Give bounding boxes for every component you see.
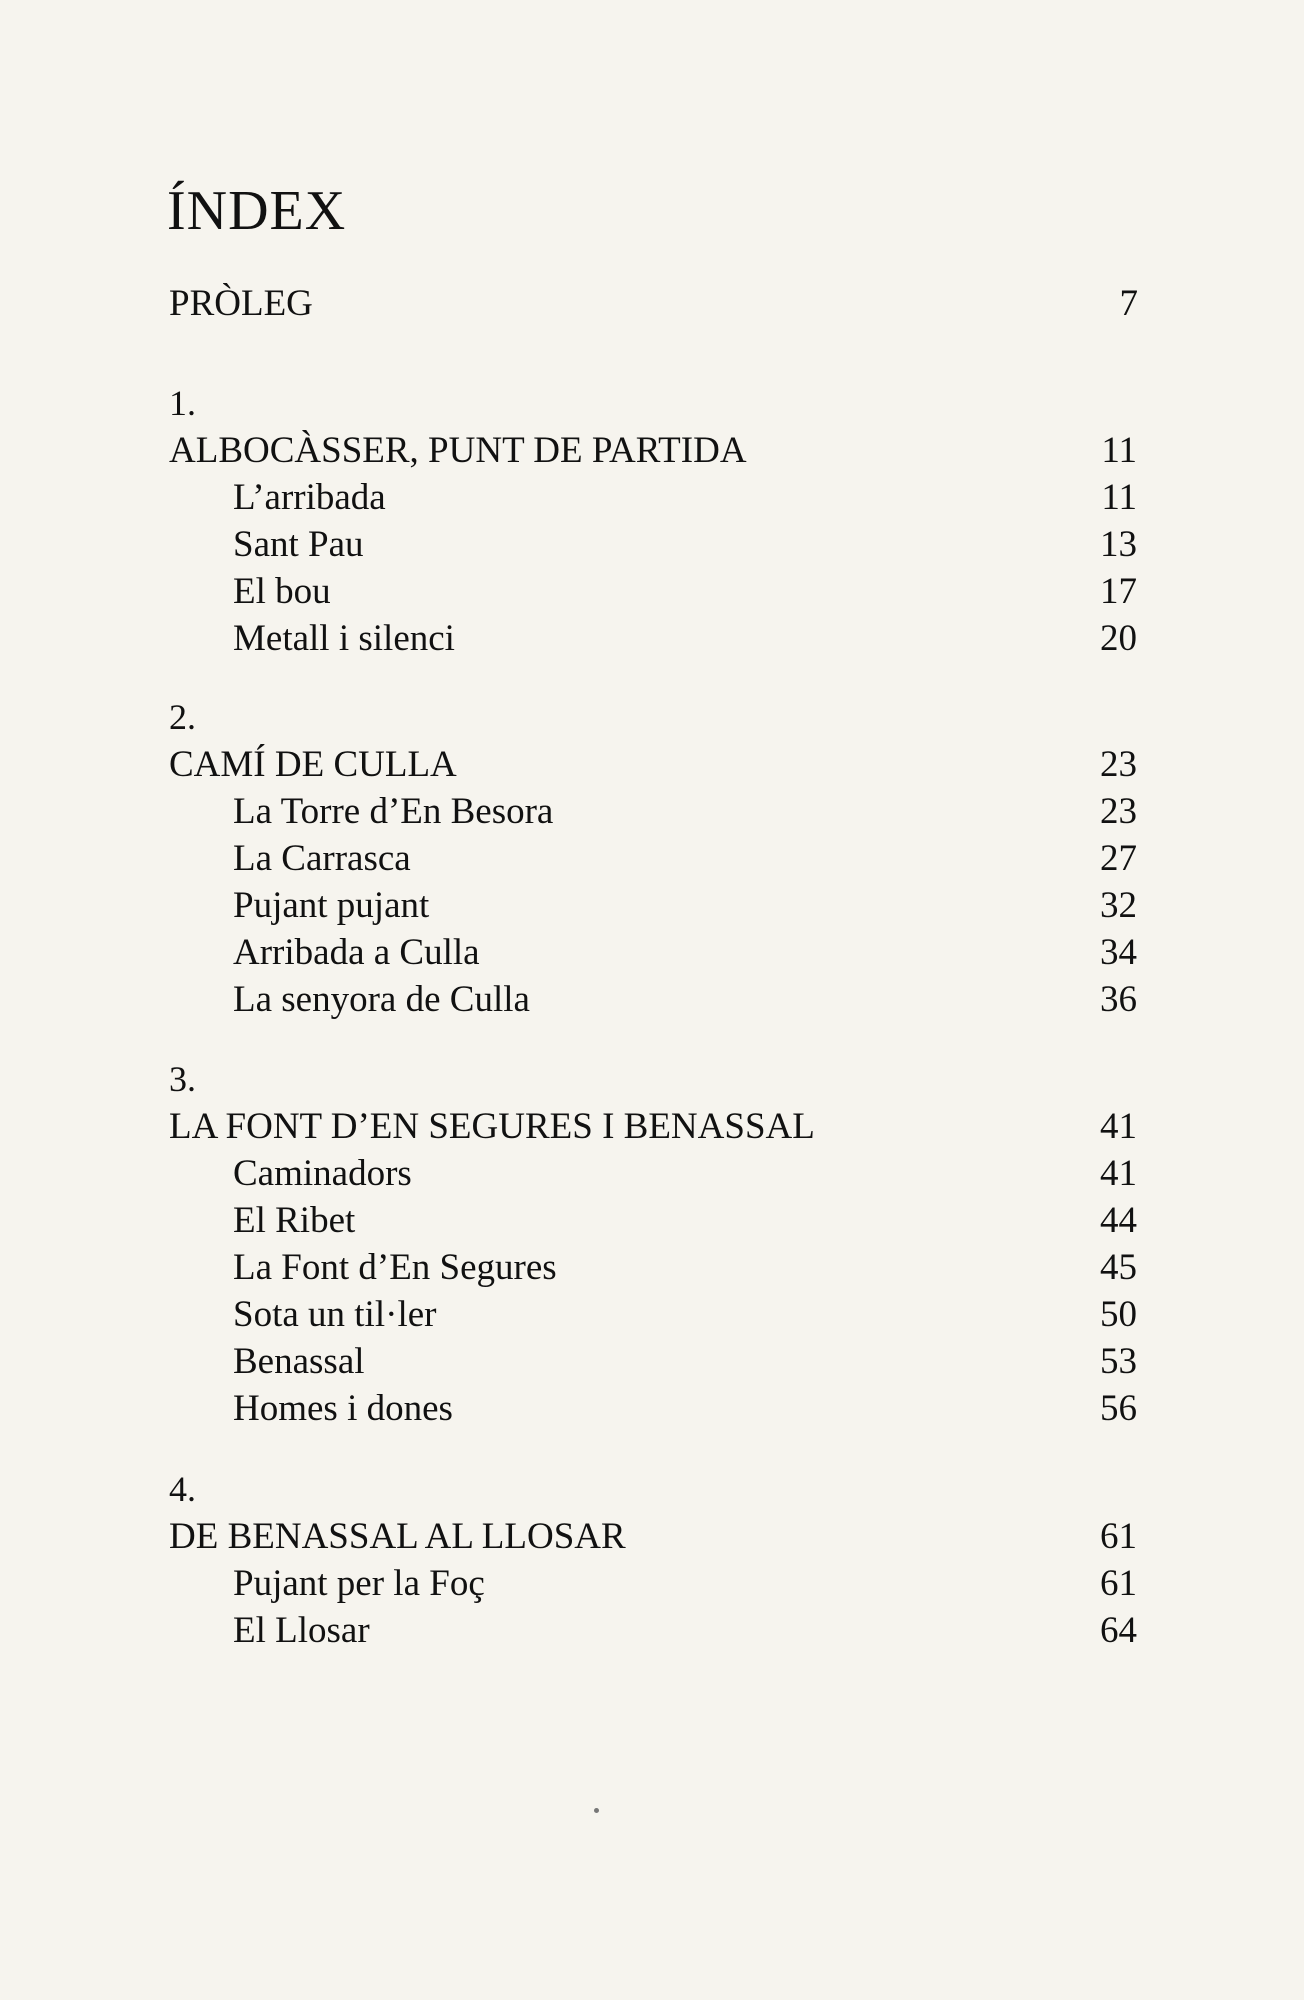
entry-label: La senyora de Culla: [233, 979, 530, 1020]
page-number: 17: [1100, 571, 1137, 612]
entry-label: La Carrasca: [233, 838, 411, 879]
toc-entry: [169, 929, 1137, 976]
entry-label: Arribada a Culla: [233, 932, 480, 973]
chapter-number: 1.: [169, 383, 196, 423]
chapter-title: LA FONT D’EN SEGURES I BENASSAL: [169, 1106, 815, 1147]
page-title: ÍNDEX: [167, 180, 347, 242]
page-speck: [594, 1808, 599, 1813]
entry-label: La Font d’En Segures: [233, 1247, 557, 1288]
toc-entry: [169, 521, 1137, 568]
page-number: 36: [1100, 979, 1137, 1020]
chapter-title-row: [169, 1513, 1137, 1560]
toc-entry: [169, 1291, 1137, 1338]
chapter-title-row: [169, 1103, 1137, 1150]
page-number: 41: [1100, 1153, 1137, 1194]
page-number: 50: [1100, 1294, 1137, 1335]
entry-label: L’arribada: [233, 477, 386, 518]
page-number: 41: [1100, 1106, 1137, 1147]
chapter-1: [169, 379, 1137, 662]
page-number: 61: [1100, 1516, 1137, 1557]
chapter-title-row: [169, 741, 1137, 788]
page-number: 11: [1101, 477, 1137, 518]
prolog-page-number: 7: [1119, 283, 1138, 324]
page-number: 23: [1100, 791, 1137, 832]
chapter-title: DE BENASSAL AL LLOSAR: [169, 1516, 626, 1557]
page-number: 61: [1100, 1563, 1137, 1604]
entry-label: Caminadors: [233, 1153, 412, 1194]
toc-entry: [169, 882, 1137, 929]
chapter-3: [169, 1055, 1137, 1432]
page-number: 11: [1101, 430, 1137, 471]
toc-entry: [169, 1385, 1137, 1432]
entry-label: Sota un til·ler: [233, 1294, 437, 1335]
entry-label: El bou: [233, 571, 331, 612]
toc-entry: [169, 835, 1137, 882]
toc-entry: [169, 474, 1137, 521]
entry-label: El Ribet: [233, 1200, 356, 1241]
toc-entry: [169, 568, 1137, 615]
toc-entry: [169, 1607, 1137, 1654]
entry-label: Metall i silenci: [233, 618, 455, 659]
entry-label: El Llosar: [233, 1610, 370, 1651]
toc-entry: [169, 976, 1137, 1023]
chapter-title: ALBOCÀSSER, PUNT DE PARTIDA: [169, 430, 747, 471]
page-number: 56: [1100, 1388, 1137, 1429]
page-number: 20: [1100, 618, 1137, 659]
entry-label: La Torre d’En Besora: [233, 791, 554, 832]
toc-entry: [169, 788, 1137, 835]
entry-label: Homes i dones: [233, 1388, 453, 1429]
toc-entry: [169, 1244, 1137, 1291]
chapter-number: 2.: [169, 697, 196, 737]
chapter-number: 4.: [169, 1469, 196, 1509]
entry-label: Pujant pujant: [233, 885, 430, 926]
chapter-title: CAMÍ DE CULLA: [169, 744, 457, 785]
toc-entry: [169, 1150, 1137, 1197]
page-number: 13: [1100, 524, 1137, 565]
chapter-title-row: [169, 427, 1137, 474]
page-number: 53: [1100, 1341, 1137, 1382]
page-number: 27: [1100, 838, 1137, 879]
entry-label: Sant Pau: [233, 524, 364, 565]
toc-entry: [169, 1338, 1137, 1385]
page-number: 44: [1100, 1200, 1137, 1241]
page-number: 45: [1100, 1247, 1137, 1288]
page-number: 23: [1100, 744, 1137, 785]
chapter-4: [169, 1465, 1137, 1654]
page-number: 34: [1100, 932, 1137, 973]
entry-label: Pujant per la Foç: [233, 1563, 485, 1604]
entry-label: Benassal: [233, 1341, 365, 1382]
toc-entry: [169, 1560, 1137, 1607]
chapter-2: [169, 693, 1137, 1023]
chapter-number: 3.: [169, 1059, 196, 1099]
prolog-label: PRÒLEG: [169, 283, 313, 324]
toc-entry: [169, 615, 1137, 662]
page-number: 32: [1100, 885, 1137, 926]
page-number: 64: [1100, 1610, 1137, 1651]
toc-entry: [169, 1197, 1137, 1244]
